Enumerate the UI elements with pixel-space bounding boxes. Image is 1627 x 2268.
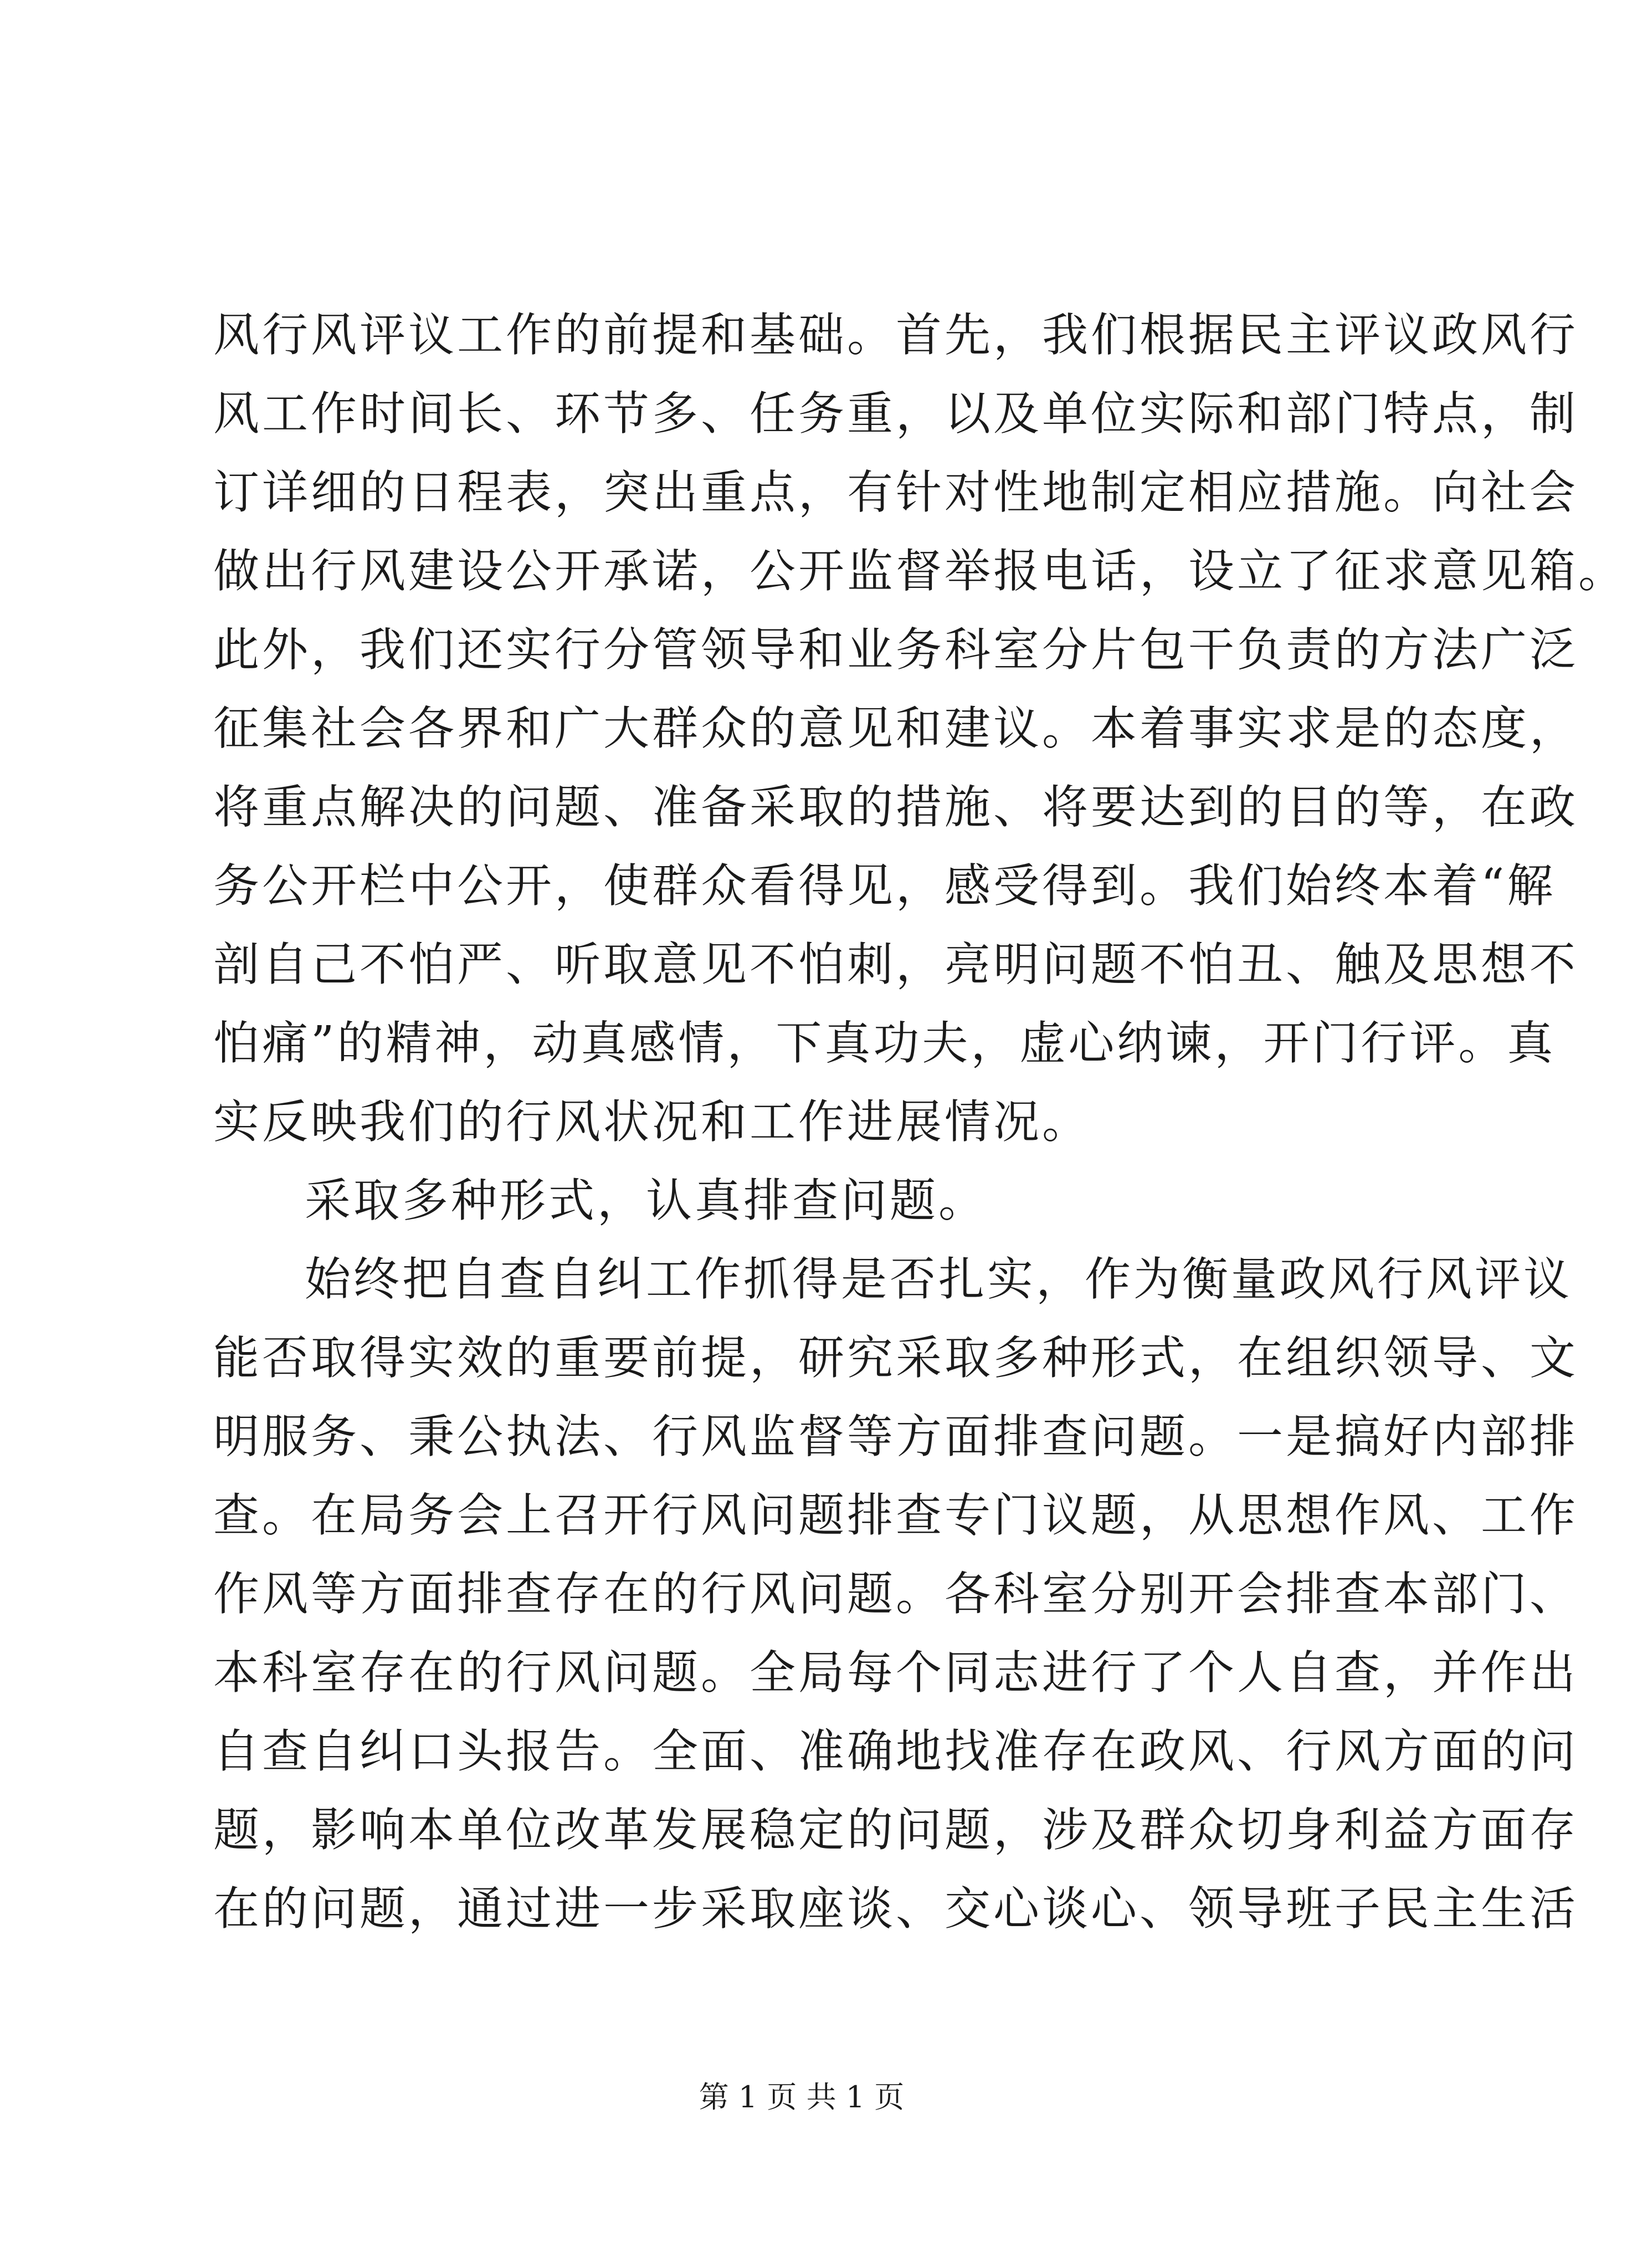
body-text-line: 剖自己不怕严、听取意见不怕刺，亮明问题不怕丑、触及思想不 bbox=[213, 938, 1578, 991]
body-text-line: 将重点解决的问题、准备采取的措施、将要达到的目的等，在政 bbox=[213, 780, 1578, 834]
body-text-line: 能否取得实效的重要前提，研究采取多种形式，在组织领导、文 bbox=[213, 1331, 1578, 1385]
body-text-line: 征集社会各界和广大群众的意见和建议。本着事实求是的态度， bbox=[213, 702, 1578, 755]
body-text-line: 题，影响本单位改革发展稳定的问题，涉及群众切身利益方面存 bbox=[213, 1803, 1578, 1857]
body-text-line: 风行风评议工作的前提和基础。首先，我们根据民主评议政风行 bbox=[213, 308, 1578, 362]
body-text-line: 自查自纠口头报告。全面、准确地找准存在政风、行风方面的问 bbox=[213, 1724, 1578, 1778]
body-text-line: 此外，我们还实行分管领导和业务科室分片包干负责的方法广泛 bbox=[213, 623, 1578, 677]
body-text-line: 风工作时间长、环节多、任务重，以及单位实际和部门特点，制 bbox=[213, 387, 1578, 441]
body-text-line: 实反映我们的行风状况和工作进展情况。 bbox=[213, 1095, 1091, 1149]
body-text-line: 始终把自查自纠工作抓得是否扎实，作为衡量政风行风评议 bbox=[305, 1252, 1572, 1306]
body-text-line: 做出行风建设公开承诺，公开监督举报电话，设立了征求意见箱。 bbox=[213, 544, 1627, 598]
body-text-line: 怕痛”的精神，动真感情，下真功夫，虚心纳谏，开门行评。真 bbox=[213, 1016, 1556, 1070]
body-text-line: 在的问题，通过进一步采取座谈、交心谈心、领导班子民主生活 bbox=[213, 1882, 1578, 1936]
body-text-line: 务公开栏中公开，使群众看得见，感受得到。我们始终本着“解 bbox=[213, 859, 1556, 913]
page-footer: 第 1 页 共 1 页 bbox=[699, 2080, 905, 2115]
section-heading: 采取多种形式，认真排查问题。 bbox=[305, 1174, 987, 1227]
body-text-line: 本科室存在的行风问题。全局每个同志进行了个人自查，并作出 bbox=[213, 1646, 1578, 1699]
body-text-line: 作风等方面排查存在的行风问题。各科室分别开会排查本部门、 bbox=[213, 1567, 1578, 1621]
body-text-line: 查。在局务会上召开行风问题排查专门议题，从思想作风、工作 bbox=[213, 1488, 1578, 1542]
body-text-line: 明服务、秉公执法、行风监督等方面排查问题。一是搞好内部排 bbox=[213, 1410, 1578, 1463]
body-text-line: 订详细的日程表，突出重点，有针对性地制定相应措施。向社会 bbox=[213, 465, 1578, 519]
